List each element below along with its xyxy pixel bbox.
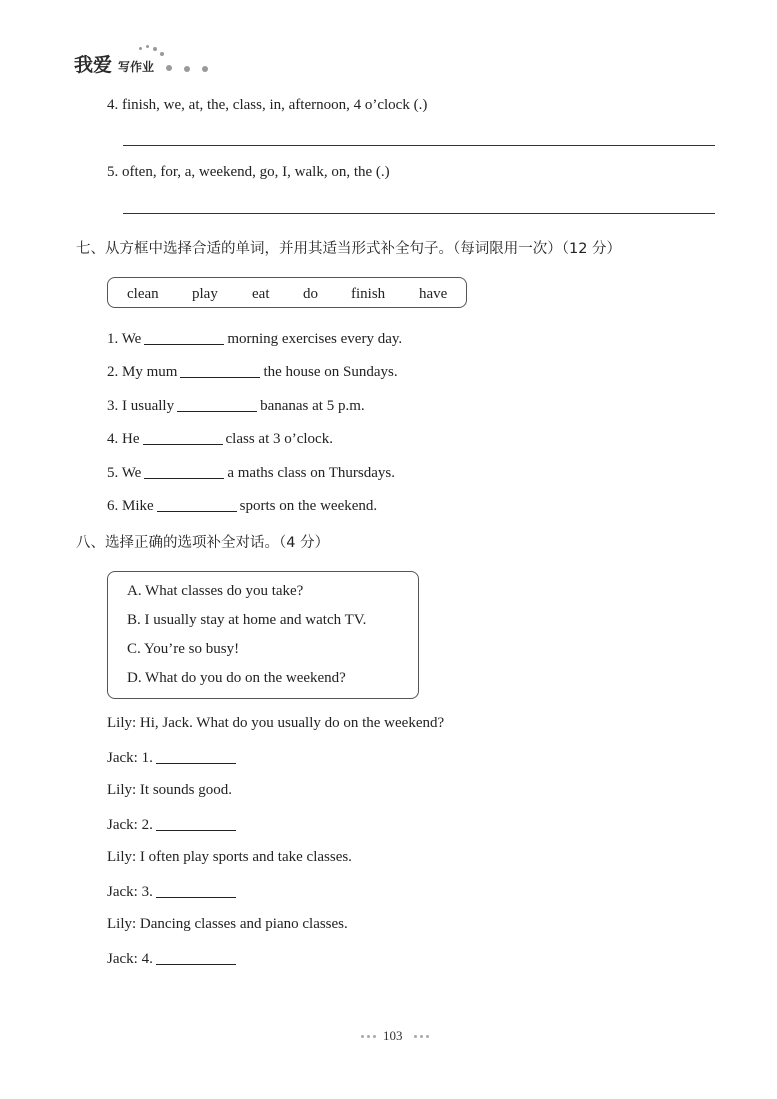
reorder-item-4: 4. finish, we, at, the, class, in, afternoon, 4 o’clock (.) bbox=[107, 97, 428, 113]
reorder-item-5: 5. often, for, a, weekend, go, I, walk, on, the (.) bbox=[107, 164, 390, 180]
answer-blank[interactable] bbox=[156, 815, 236, 831]
fill-sentence-5: 5. We a maths class on Thursdays. bbox=[107, 465, 395, 481]
page-number: 103 bbox=[383, 1028, 403, 1043]
fill-sentence-4: 4. He class at 3 o’clock. bbox=[107, 431, 333, 447]
word-bank-word: play bbox=[192, 286, 218, 302]
option-c: C. You’re so busy! bbox=[127, 641, 240, 657]
dialogue-line-jack-3: Jack: 3. bbox=[107, 882, 239, 901]
dialogue-line-jack-2: Jack: 2. bbox=[107, 815, 239, 834]
answer-blank[interactable] bbox=[156, 949, 236, 965]
answer-line-5[interactable] bbox=[123, 213, 715, 214]
answer-blank[interactable] bbox=[156, 882, 236, 898]
dialogue-line-lily-1: Lily: Hi, Jack. What do you usually do on the weekend? bbox=[107, 715, 445, 731]
section-7-heading: 七、从方框中选择合适的单词，并用其适当形式补全句子。（每词限用一次）（12 分） bbox=[76, 241, 622, 257]
brand-subtitle: 写作业 bbox=[118, 60, 155, 74]
dialogue-line-jack-1: Jack: 1. bbox=[107, 748, 239, 767]
word-bank-word: do bbox=[303, 286, 318, 302]
word-bank-box bbox=[107, 277, 467, 308]
answer-blank[interactable] bbox=[177, 396, 257, 412]
option-b: B. I usually stay at home and watch TV. bbox=[127, 612, 367, 628]
answer-blank[interactable] bbox=[144, 463, 224, 479]
dialogue-line-lily-3: Lily: I often play sports and take classes. bbox=[107, 849, 352, 865]
word-bank-word: clean bbox=[127, 286, 159, 302]
answer-blank[interactable] bbox=[143, 429, 223, 445]
fill-sentence-3: 3. I usually bananas at 5 p.m. bbox=[107, 398, 365, 414]
answer-blank[interactable] bbox=[157, 496, 237, 512]
fill-sentence-6: 6. Mike sports on the weekend. bbox=[107, 498, 378, 514]
fill-sentence-1: 1. We morning exercises every day. bbox=[107, 331, 403, 347]
word-bank-word: have bbox=[419, 286, 448, 302]
dialogue-line-lily-4: Lily: Dancing classes and piano classes. bbox=[107, 916, 348, 932]
section-8-heading: 八、选择正确的选项补全对话。（4 分） bbox=[76, 535, 330, 551]
word-bank-word: finish bbox=[351, 286, 386, 302]
answer-blank[interactable] bbox=[180, 362, 260, 378]
answer-blank[interactable] bbox=[144, 329, 224, 345]
brand-title: 我爱 bbox=[74, 54, 113, 76]
option-a: A. What classes do you take? bbox=[127, 583, 304, 599]
fill-sentence-2: 2. My mum the house on Sundays. bbox=[107, 364, 398, 380]
word-bank-word: eat bbox=[252, 286, 270, 302]
dialogue-line-jack-4: Jack: 4. bbox=[107, 949, 239, 968]
dialogue-line-lily-2: Lily: It sounds good. bbox=[107, 782, 233, 798]
option-d: D. What do you do on the weekend? bbox=[127, 670, 346, 686]
options-box bbox=[107, 571, 419, 699]
answer-line-4[interactable] bbox=[123, 145, 715, 146]
answer-blank[interactable] bbox=[156, 748, 236, 764]
